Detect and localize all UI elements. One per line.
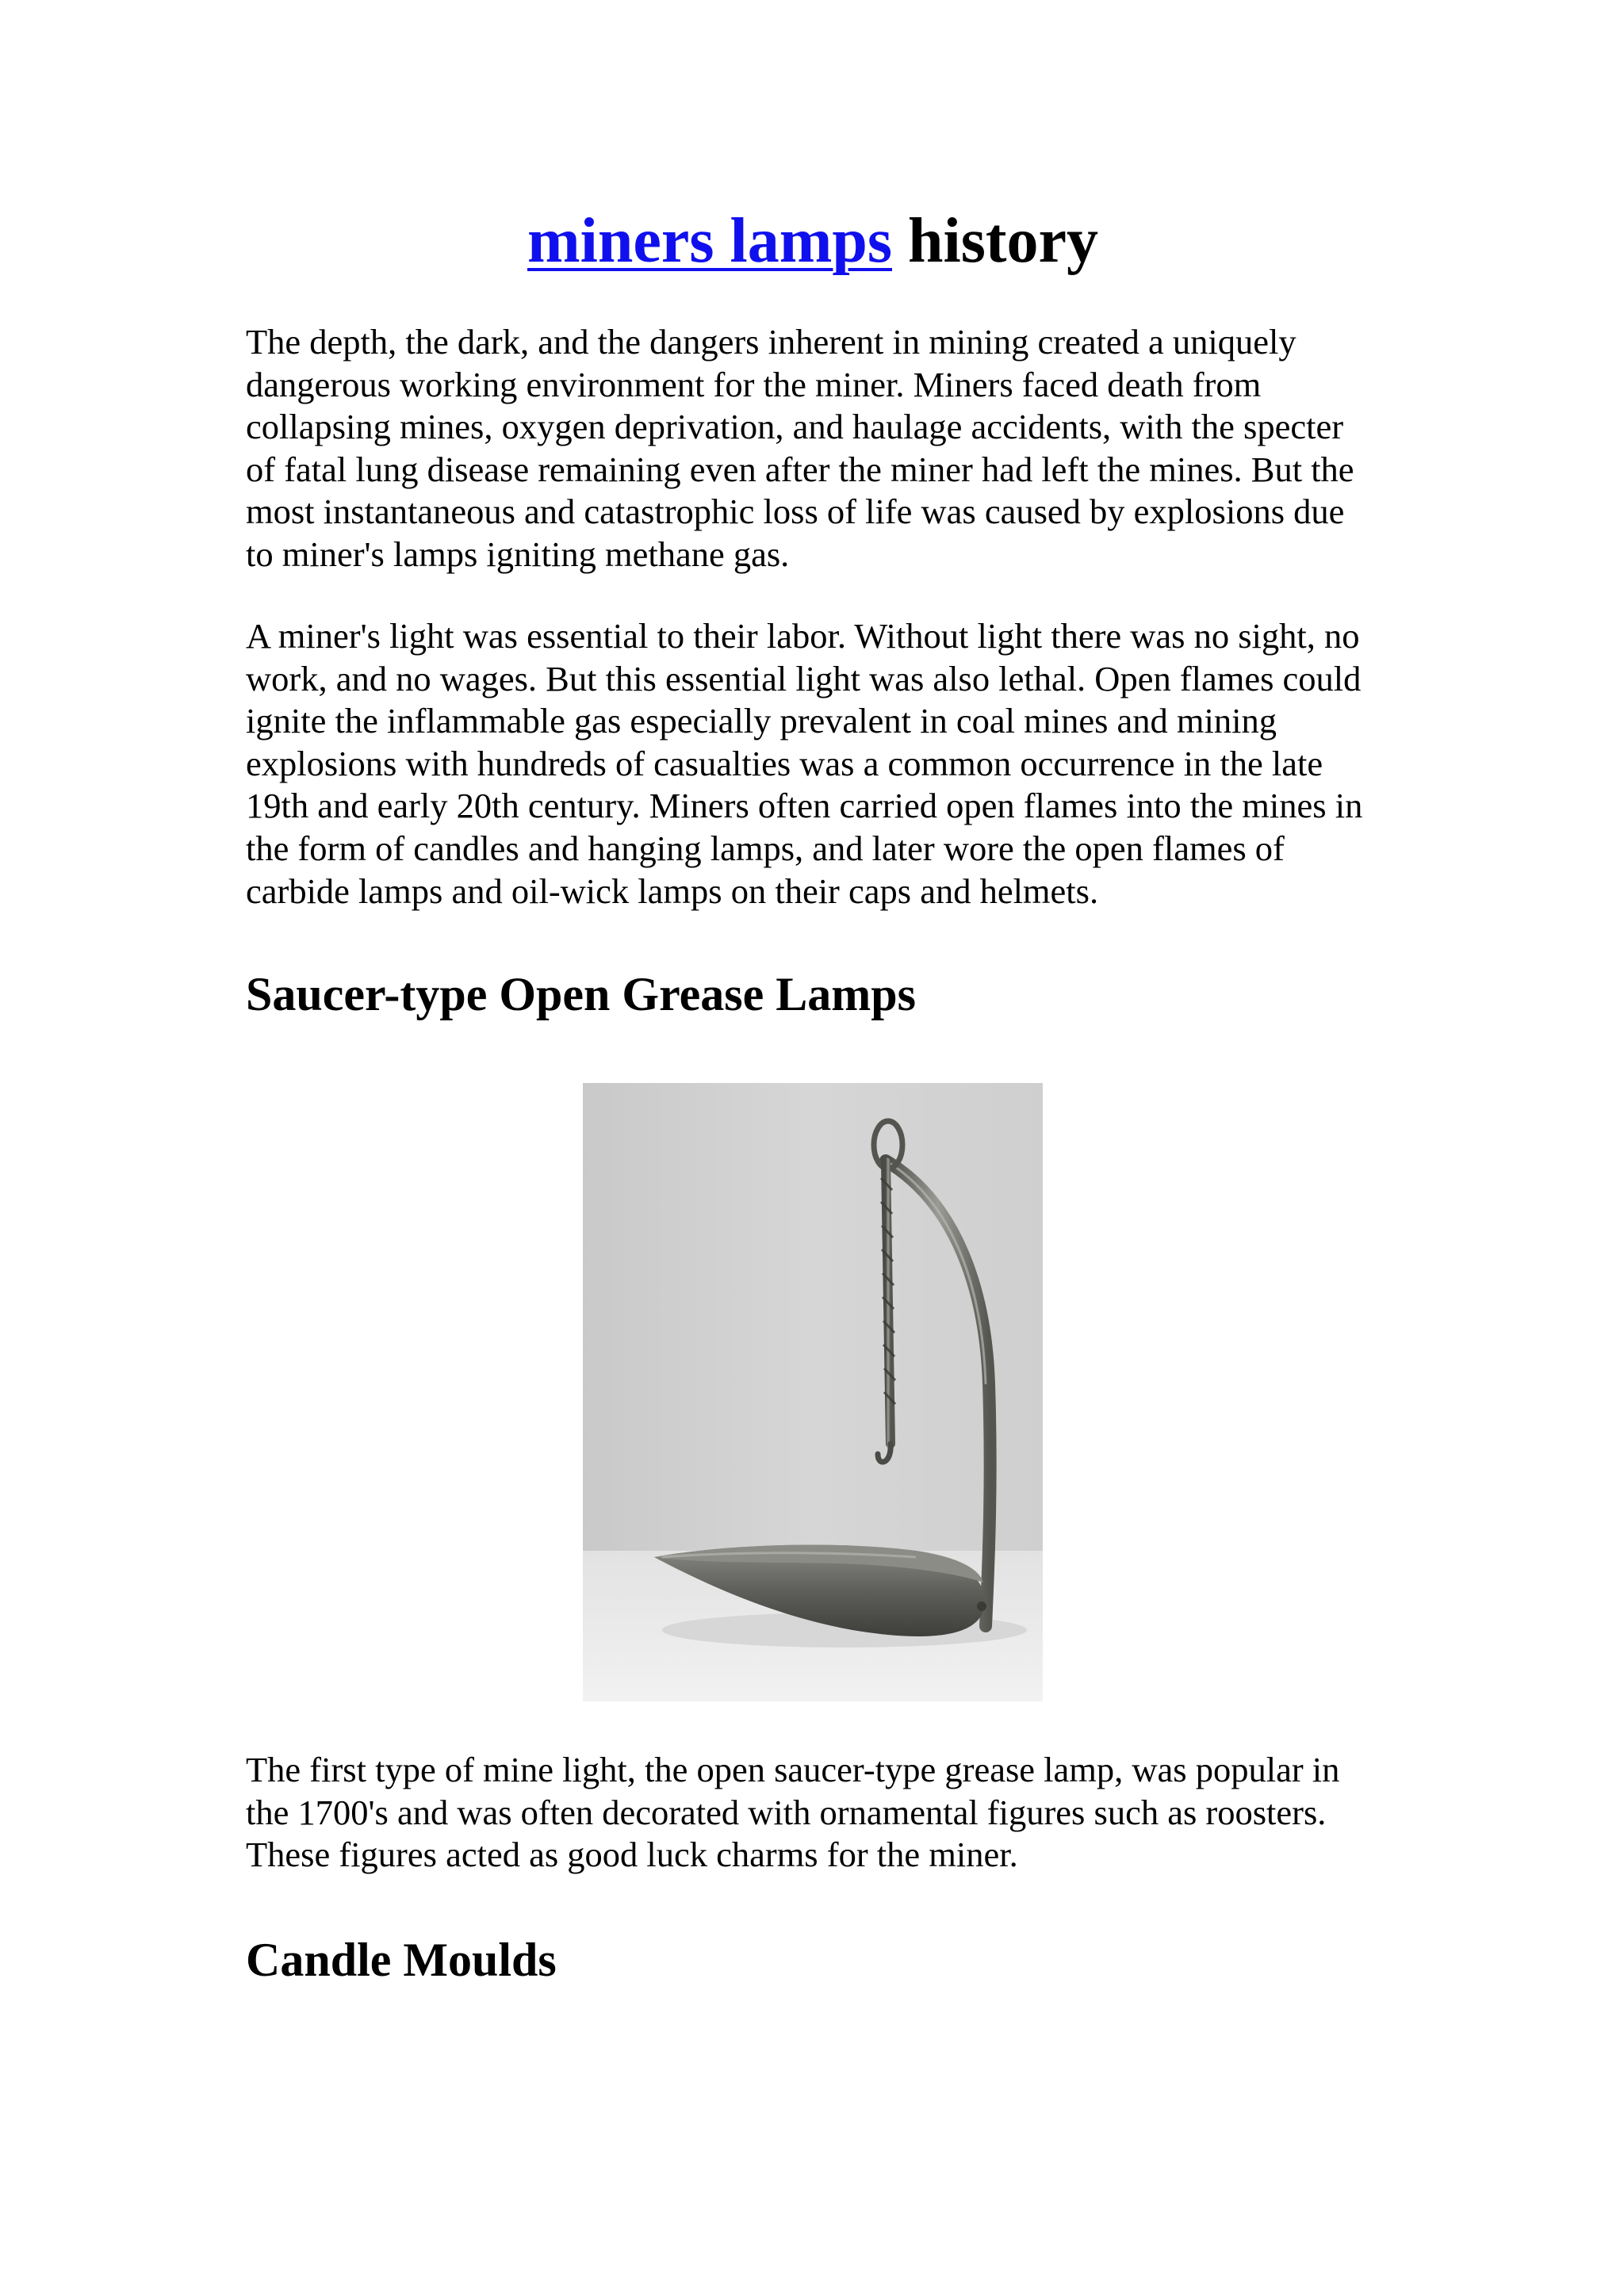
page-title [246,201,1380,281]
grease-lamp-paragraph: The first type of mine light, the open saucer-type grease lamp, was popular in the 1700's and was often decorated with ornamental figures such as roosters. These figures acted as good luck charms for the miner. [246,1750,1340,1875]
title-text: history [892,206,1098,276]
grease-lamp-photo [583,1083,1043,1701]
section-heading-grease-lamps: Saucer-type Open Grease Lamps [246,968,916,1020]
intro-paragraph-1: The depth, the dark, and the dangers inherent in mining created a uniquely dangerous working environment for the miner. Miners faced death from collapsing mines, oxygen deprivation, and haulage accidents, with the specter of fatal lung disease remaining even after the miner had left the mines. But the most instantaneous and catastrophic loss of life was caused by explosions due to miner's lamps igniting methane gas. [246,322,1354,574]
intro-paragraph-2: A miner's light was essential to their labor. Without light there was no sight, no work, and no wages. But this essential light was also lethal. Open flames could ignite the inflammable gas especially prevalent in coal mines and mining explosions with hundreds of casualties was a common occurrence in the late 19th and early 20th century. Miners often carried open flames into the mines in the form of candles and hanging lamps, and later wore the open flames of carbide lamps and oil-wick lamps on their caps and helmets. [246,616,1363,911]
grease-lamp-image [583,1083,1043,1701]
title-link[interactable]: miners lamps [527,206,892,276]
section-heading-candle-moulds: Candle Moulds [246,1934,557,1986]
